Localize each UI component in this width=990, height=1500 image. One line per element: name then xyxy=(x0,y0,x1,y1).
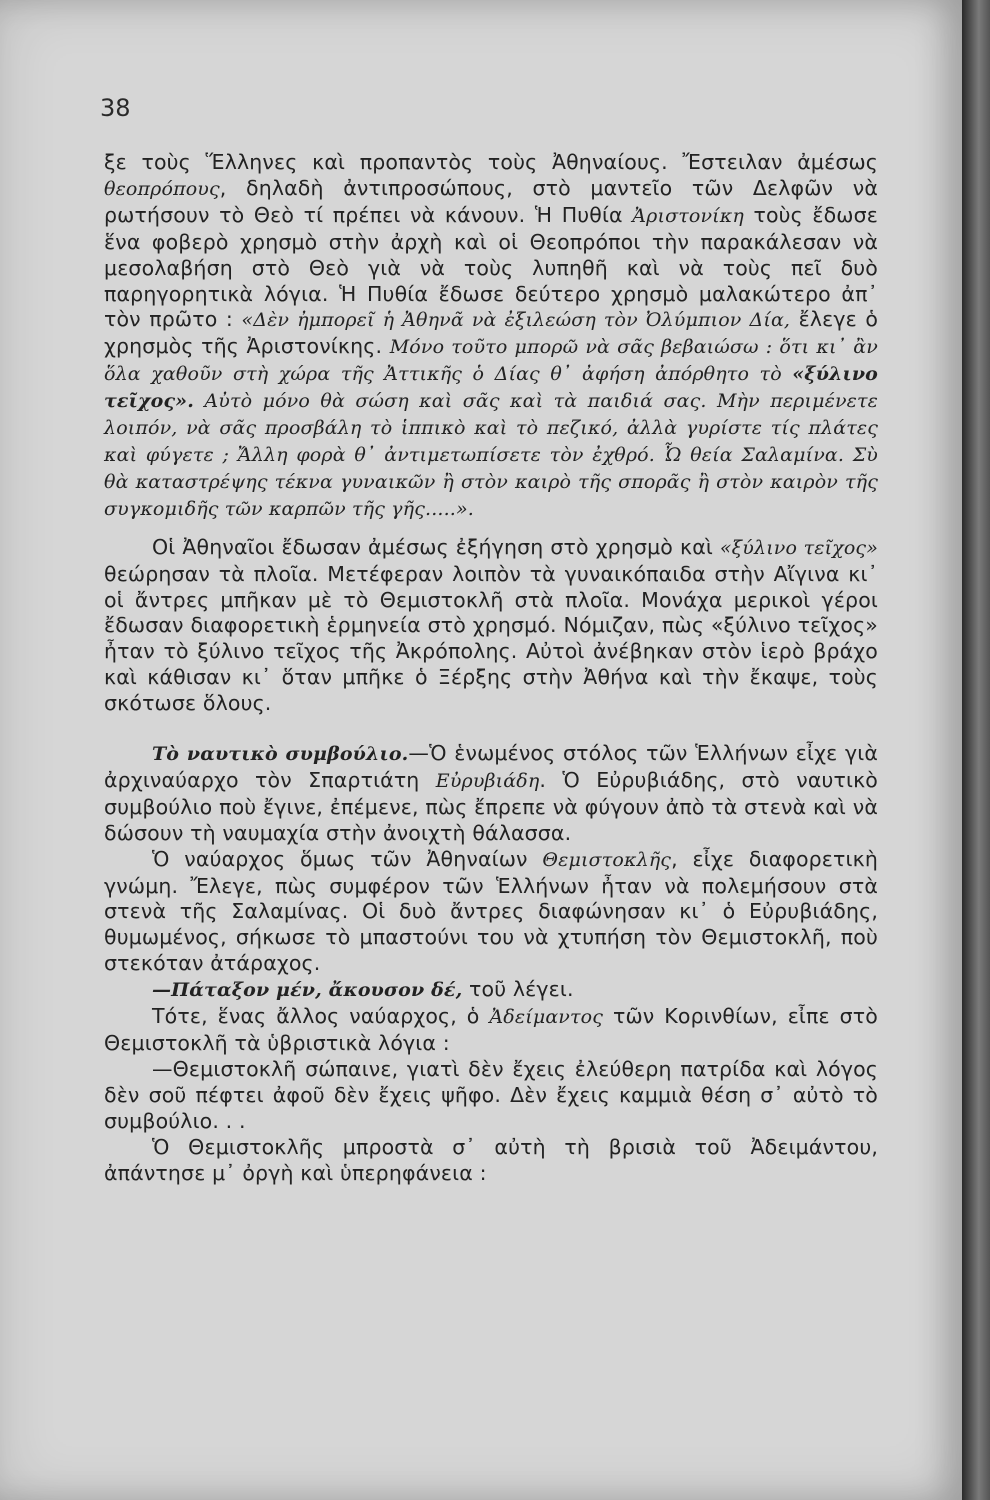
emphasis-text: Ἀδείμαντος xyxy=(489,1006,604,1029)
emphasis-text: Τὸ ναυτικὸ συμβούλιο. xyxy=(152,743,409,766)
emphasis-text: Αὐτὸ μόνο θὰ σώση καὶ σᾶς καὶ τὰ παιδιά σας. Μὴν περιμένετε λοιπόν, νὰ σᾶς προσβάλη τὸ ἱππικὸ καὶ τὸ πεζικό, ἀλλὰ γυρίστε τίς πλάτες καὶ φύγετε ; Ἄλλη φορὰ θ᾽ ἀντιμετωπίσετε τὸν ἐχθρό. Ὦ θεία Σαλαμίνα. Σὺ θὰ καταστρέψης τέκνα γυναικῶν ἢ στὸν καιρὸ τῆς σπορᾶς ἢ στὸν καιρὸν τῆς συγκομιδῆς τῶν καρπῶν τῆς γῆς.....». xyxy=(104,390,878,520)
body-run: Τότε, ἕνας ἄλλος ναύαρχος, ὁ xyxy=(152,1004,490,1029)
emphasis-text: «Δὲν ἠμπορεῖ ἡ Ἀθηνᾶ νὰ ἐξιλεώση τὸν Ὀλύμπιον Δία, xyxy=(241,309,791,332)
body-run: —Ὁ ἑνωμένος στόλος τῶν Ἑλλήνων εἶχε γιὰ ἀρχιναύαρχο τὸν Σπαρτιάτη xyxy=(104,741,878,792)
body-run: . Ὁ Εὐρυβιάδης, στὸ ναυτικὸ συμβούλιο ποὺ ἔγινε, ἐπέμενε, πὼς ἔπρεπε νὰ φύγουν ἀπὸ τὰ στενὰ καὶ νὰ δώσουν τὴ ναυμαχία στὴν ἀνοιχτὴ θάλασσα. xyxy=(104,767,878,845)
body-run: , εἶχε διαφορετικὴ γνώμη. Ἔλεγε, πὼς συμφέρον τῶν Ἑλλήνων ἦταν νὰ πολεμήσουν στὰ στενὰ τῆς Σαλαμίνας. Οἱ δυὸ ἄντρες διαφώνησαν κι᾽ ὁ Εὐρυβιάδης, θυμωμένος, σήκωσε τὸ μπαστούνι του νὰ χτυπήση τὸν Θεμιστοκλῆ, ποὺ στεκόταν ἀτάραχος. xyxy=(104,846,878,976)
body-run: , δηλαδὴ ἀντιπροσώπους, στὸ μαντεῖο τῶν Δελφῶν νὰ ρωτήσουν τὸ Θεὸ τί πρέπει νὰ κάνουν. Ἡ Πυθία xyxy=(104,175,878,227)
paragraph xyxy=(104,150,878,523)
body-run: τοῦ λέγει. xyxy=(462,977,574,1002)
paragraph xyxy=(104,535,878,717)
body-run: θεώρησαν τὰ πλοῖα. Μετέφεραν λοιπὸν τὰ γυναικόπαιδα στὴν Αἴγινα κι᾽ οἱ ἄντρες μπῆκαν μὲ τὸ Θεμιστοκλῆ στὰ πλοῖα. Μονάχα μερικοὶ γέροι ἔδωσαν διαφορετικὴ ἑρμηνεία στὸ χρησμό. Νόμιζαν, πὼς «ξύλινο τεῖχος» ἦταν τὸ ξύλινο τεῖχος τῆς Ἀκρόπολης. Αὐτοὶ ἀνέβηκαν στὸν ἱερὸ βράχο καὶ κάθισαν κι᾽ ὅταν μπῆκε ὁ Ξέρξης στὴν Ἀθήνα καὶ τὴν ἔκαψε, τοὺς σκότωσε ὅλους. xyxy=(104,561,878,716)
paragraph xyxy=(104,1057,878,1135)
paragraph xyxy=(104,1004,878,1057)
body-run: —Θεμιστοκλῆ σώπαινε, γιατὶ δὲν ἔχεις ἐλεύθερη πατρίδα καὶ λόγος δὲν σοῦ πέφτει ἀφοῦ δὲν ἔχεις ψῆφο. Δὲν ἔχεις καμμιὰ θέση σ᾽ αὐτὸ τὸ συμβούλιο. . . xyxy=(104,1056,878,1133)
body-run: Οἱ Ἀθηναῖοι ἔδωσαν ἀμέσως ἐξήγηση στὸ χρησμὸ καὶ xyxy=(152,534,720,559)
body-run: τῶν Κορινθίων, εἶπε στὸ Θεμιστοκλῆ τὰ ὑβριστικὰ λόγια : xyxy=(104,1004,878,1055)
paragraph xyxy=(104,1135,878,1187)
page-edge-shadow xyxy=(962,0,990,1500)
emphasis-text: θεοπρόπους xyxy=(104,177,220,200)
emphasis-text: Θεμιστοκλῆς xyxy=(542,848,672,871)
body-run: Ὁ ναύαρχος ὅμως τῶν Ἀθηναίων xyxy=(152,846,543,871)
emphasis-text: Ἀριστονίκη xyxy=(632,204,744,227)
paragraph xyxy=(104,847,878,978)
body-run: ἔλεγε ὁ χρησμὸς τῆς Ἀριστονίκης. xyxy=(104,307,879,359)
emphasis-text: Εὐρυβιάδη xyxy=(435,769,540,792)
emphasis-text: —Πάταξον μέν, ἄκουσον δέ, xyxy=(152,979,463,1002)
page-number: 38 xyxy=(100,94,131,122)
body-run: ξε τοὺς Ἕλληνες καὶ προπαντὸς τοὺς Ἀθηναίους. Ἔστειλαν ἀμέσως xyxy=(104,150,878,174)
body-text xyxy=(104,150,878,1186)
emphasis-text: «ξύλινο τεῖχος» xyxy=(719,536,878,559)
body-run: τοὺς ἔδωσε ἕνα φοβερὸ χρησμὸ στὴν ἀρχὴ καὶ οἱ Θεοπρόποι τὴν παρακάλεσαν νὰ μεσολαβήση στὸ Θεὸ γιὰ νὰ τοὺς λυπηθῆ καὶ νὰ τοὺς πεῖ δυὸ παρηγορητικὰ λόγια. Ἡ Πυθία ἔδωσε δεύτερο χρησμὸ μαλακώτερο ἀπ᾽ τὸν πρῶτο : xyxy=(104,202,878,332)
paragraph xyxy=(104,977,878,1004)
body-run: Ὁ Θεμιστοκλῆς μπροστὰ σ᾽ αὐτὴ τὴ βρισιὰ τοῦ Ἀδειμάντου, ἀπάντησε μ᾽ ὀργὴ καὶ ὑπερηφάνεια : xyxy=(104,1134,878,1185)
paragraph xyxy=(104,741,878,847)
emphasis-text: Μόνο τοῦτο μπορῶ νὰ σᾶς βεβαιώσω : ὅτι κι᾽ ἂν ὅλα χαθοῦν στὴ χώρα τῆς Ἀττικῆς ὁ Δίας θ᾽ ἀφήση ἀπόρθητο τὸ xyxy=(104,336,878,386)
emphasis-text: «ξύλινο τεῖχος». xyxy=(104,363,878,413)
